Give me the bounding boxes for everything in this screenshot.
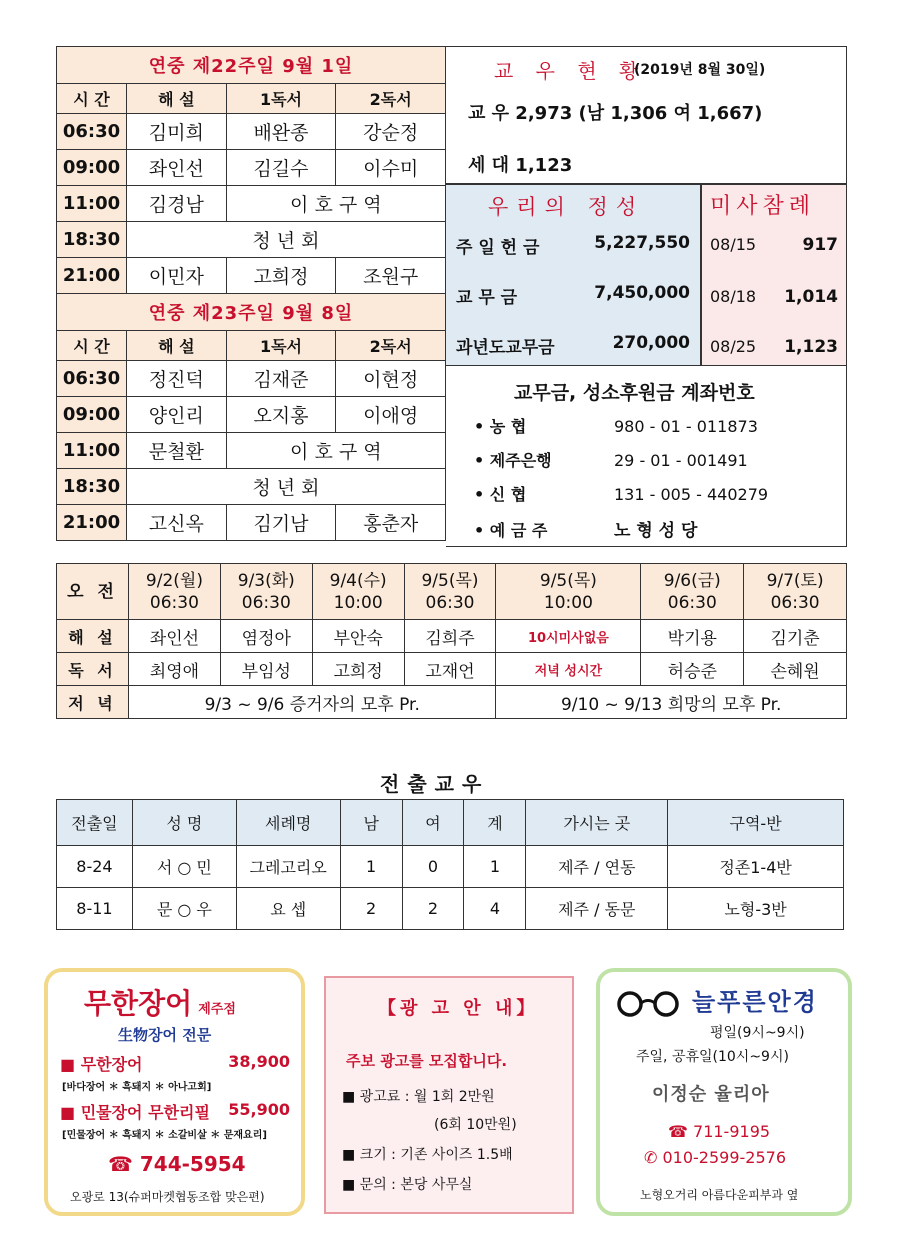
mass-title: 미사참례 (710, 194, 816, 219)
time-cell: 18:30 (57, 469, 127, 505)
cell: 2 (402, 888, 464, 930)
depositor-name: 노 형 성 당 (614, 521, 698, 541)
mass-date: 08/25 (710, 337, 757, 356)
reading2-cell: 이현정 (336, 361, 446, 397)
departures-table (56, 799, 844, 930)
evening-cell: 9/10 ~ 9/13 희망의 모후 Pr. (496, 686, 847, 719)
comment-cell: 김기춘 (744, 620, 847, 653)
day-header (404, 564, 496, 620)
col-header: 성 명 (132, 800, 236, 846)
col-reading1: 1독서 (226, 331, 336, 361)
offering-value: 7,450,000 (594, 283, 690, 303)
time-cell: 21:00 (57, 258, 127, 294)
col-reading1: 1독서 (226, 84, 336, 114)
offering-line (456, 283, 696, 308)
ad1-item (60, 1052, 300, 1075)
time-cell: 06:30 (57, 114, 127, 150)
time-cell: 21:00 (57, 505, 127, 541)
table-row (57, 888, 844, 930)
day-date: 9/5(목) (421, 570, 479, 591)
reading-cell: 고재언 (404, 653, 496, 686)
cell: 그레고리오 (236, 846, 340, 888)
day-date: 9/4(수) (329, 570, 387, 591)
ad3-owner: 이정순 율리아 (652, 1084, 770, 1105)
day-date: 9/5(목) (539, 570, 597, 591)
ad3-phone: ☎ 711-9195 (668, 1122, 771, 1141)
ad3-mobile: ✆ 010-2599-2576 (644, 1148, 787, 1167)
mass-count: 1,014 (784, 287, 838, 307)
reading-cell: 부임성 (220, 653, 312, 686)
day-date: 9/3(화) (237, 570, 295, 591)
cell: 1 (464, 846, 526, 888)
reading-span-cell: 이 호 구 역 (226, 433, 445, 469)
day-header (129, 564, 221, 620)
ad1-item-name: ■ 민물장어 무한리필 (60, 1103, 210, 1122)
evening-label: 저 녁 (57, 686, 129, 719)
day-date: 9/7(토) (766, 570, 824, 591)
departures-title: 전출교우 (380, 772, 490, 796)
mass-line (710, 235, 840, 254)
ad1-item-price: 38,900 (228, 1052, 290, 1071)
ad2-subtitle: 주보 광고를 모집합니다. (346, 1052, 508, 1070)
col-reading2: 2독서 (336, 331, 446, 361)
comment-cell: 양인리 (126, 397, 226, 433)
col-header: 가시는 곳 (526, 800, 668, 846)
week2-title: 연중 제23주일 9월 8일 (57, 294, 446, 331)
ad3-hours-holiday: 주일, 공휴일(10시~9시) (636, 1049, 789, 1065)
week1-title: 연중 제22주일 9월 1일 (57, 47, 446, 84)
account-number: 29 - 01 - 001491 (614, 451, 748, 470)
comment-cell: 김미희 (126, 114, 226, 150)
day-header (496, 564, 641, 620)
col-comment: 해 설 (126, 84, 226, 114)
col-header: 구역-반 (668, 800, 844, 846)
offering-box (446, 184, 701, 366)
mass-count: 1,123 (784, 337, 838, 357)
ad3-title: 늘푸른안경 (692, 988, 818, 1016)
time-cell: 11:00 (57, 186, 127, 222)
comment-cell: 좌인선 (129, 620, 221, 653)
offering-title: 우리의 정성 (488, 195, 645, 219)
day-header (641, 564, 744, 620)
ad1-item-price: 55,900 (228, 1100, 290, 1119)
cell: 4 (464, 888, 526, 930)
reading-label: 독 서 (57, 653, 129, 686)
col-time: 시 간 (57, 331, 127, 361)
cell: 2 (340, 888, 402, 930)
morning-label: 오 전 (57, 564, 129, 620)
ad1-title (84, 982, 236, 1022)
day-time: 06:30 (425, 592, 475, 613)
account-title: 교무금, 성소후원금 계좌번호 (514, 382, 755, 404)
cell: 서 ○ 민 (132, 846, 236, 888)
table-row (57, 846, 844, 888)
mass-line (710, 287, 840, 306)
ad1-note: [바다장어 ＊ 흑돼지 ＊ 아나고회] (62, 1082, 212, 1093)
reading-span-cell: 이 호 구 역 (226, 186, 445, 222)
cell: 1 (340, 846, 402, 888)
mass-date: 08/15 (710, 235, 757, 254)
reading1-cell: 오지홍 (226, 397, 336, 433)
comment-label: 해 설 (57, 620, 129, 653)
day-date: 9/6(금) (663, 570, 721, 591)
reading-cell: 최영애 (129, 653, 221, 686)
ad1-item-name: ■ 무한장어 (60, 1055, 143, 1074)
reading1-cell: 김재준 (226, 361, 336, 397)
bank-name: • 농 협 (474, 417, 527, 436)
reading2-cell: 홍춘자 (336, 505, 446, 541)
day-header (744, 564, 847, 620)
status-title: 교 우 현 황 (494, 59, 647, 83)
account-number: 131 - 005 - 440279 (614, 485, 769, 504)
time-cell: 11:00 (57, 433, 127, 469)
offering-value: 5,227,550 (594, 233, 690, 253)
member-count: 교 우 2,973 (남 1,306 여 1,667) (468, 103, 763, 124)
time-cell: 06:30 (57, 361, 127, 397)
sunday-schedule-table (56, 46, 446, 541)
comment-cell: 김경남 (126, 186, 226, 222)
time-cell: 09:00 (57, 150, 127, 186)
account-line (474, 414, 844, 437)
day-header (312, 564, 404, 620)
comment-cell: 김희주 (404, 620, 496, 653)
ad2-line: (6회 10만원) (434, 1117, 517, 1133)
ad1-item (60, 1100, 300, 1123)
ad1-phone: ☎ 744-5954 (108, 1152, 246, 1176)
ad1-note: [민물장어 ＊ 흑돼지 ＊ 소갈비살 ＊ 문재요리] (62, 1130, 267, 1141)
comment-cell: 좌인선 (126, 150, 226, 186)
offering-label: 과년도교무금 (456, 338, 555, 358)
weekday-schedule-table (56, 563, 847, 719)
col-time: 시 간 (57, 84, 127, 114)
time-cell: 18:30 (57, 222, 127, 258)
account-line (474, 516, 844, 541)
col-header: 계 (464, 800, 526, 846)
day-time: 06:30 (667, 592, 717, 613)
comment-cell: 정진덕 (126, 361, 226, 397)
col-header: 전출일 (57, 800, 133, 846)
ad3-location: 노형오거리 아름다운피부과 옆 (640, 1188, 799, 1202)
household-count: 세 대 1,123 (468, 155, 573, 176)
glasses-icon (614, 990, 682, 1018)
col-header: 여 (402, 800, 464, 846)
evening-cell: 9/3 ~ 9/6 증거자의 모후 Pr. (129, 686, 496, 719)
bank-name: • 신 협 (474, 485, 527, 504)
day-time: 06:30 (770, 592, 820, 613)
offering-label: 교 무 금 (456, 288, 518, 308)
status-date: (2019년 8월 30일) (634, 62, 766, 78)
day-time: 10:00 (543, 592, 593, 613)
offering-line (456, 333, 696, 358)
account-line (474, 448, 844, 471)
mass-attendance-box (701, 184, 847, 366)
cell: 노형-3반 (668, 888, 844, 930)
account-line (474, 482, 844, 505)
ad1-brand: 무한장어 (84, 987, 193, 1020)
reading1-cell: 고희정 (226, 258, 336, 294)
cell: 문 ○ 우 (132, 888, 236, 930)
offering-value: 270,000 (612, 333, 690, 353)
cell: 제주 / 연동 (526, 846, 668, 888)
time-cell: 09:00 (57, 397, 127, 433)
full-span-cell: 청 년 회 (126, 469, 445, 505)
reading1-cell: 김길수 (226, 150, 336, 186)
ad1-branch: 제주점 (198, 1002, 236, 1017)
ad1-subtitle: 生物장어 전문 (118, 1026, 212, 1044)
reading-cell: 저녁 성시간 (496, 653, 641, 686)
depositor-label: • 예 금 주 (474, 521, 548, 540)
reading1-cell: 배완종 (226, 114, 336, 150)
account-number: 980 - 01 - 011873 (614, 417, 758, 436)
ad2-line: ■ 문의 : 본당 사무실 (342, 1177, 473, 1193)
comment-cell: 문철환 (126, 433, 226, 469)
full-span-cell: 청 년 회 (126, 222, 445, 258)
reading2-cell: 조원구 (336, 258, 446, 294)
col-reading2: 2독서 (336, 84, 446, 114)
reading-cell: 고희정 (312, 653, 404, 686)
cell: 0 (402, 846, 464, 888)
ad2-title: 【광 고 안 내】 (378, 998, 539, 1019)
col-header: 세례명 (236, 800, 340, 846)
offering-label: 주 일 헌 금 (456, 238, 540, 258)
ad1-address: 오광로 13(슈퍼마켓협동조합 맞은편) (70, 1190, 265, 1204)
optician-ad (596, 968, 852, 1216)
col-comment: 해 설 (126, 331, 226, 361)
day-time: 06:30 (241, 592, 291, 613)
day-date: 9/2(월) (145, 570, 203, 591)
reading2-cell: 이수미 (336, 150, 446, 186)
comment-cell: 10시미사없음 (496, 620, 641, 653)
mass-date: 08/18 (710, 287, 757, 306)
day-time: 06:30 (149, 592, 199, 613)
cell: 8-11 (57, 888, 133, 930)
ad3-hours-weekday: 평일(9시~9시) (710, 1025, 805, 1041)
col-header: 남 (340, 800, 402, 846)
day-time: 10:00 (333, 592, 383, 613)
day-header (220, 564, 312, 620)
ad-notice-box (324, 976, 574, 1214)
ad2-line: ■ 크기 : 기존 사이즈 1.5배 (342, 1147, 513, 1163)
eel-restaurant-ad (44, 968, 305, 1216)
offering-line (456, 233, 696, 258)
reading2-cell: 강순정 (336, 114, 446, 150)
reading1-cell: 김기남 (226, 505, 336, 541)
account-box (446, 366, 847, 547)
cell: 8-24 (57, 846, 133, 888)
comment-cell: 염정아 (220, 620, 312, 653)
mass-count: 917 (802, 235, 838, 255)
comment-cell: 박기용 (641, 620, 744, 653)
cell: 정존1-4반 (668, 846, 844, 888)
reading2-cell: 이애영 (336, 397, 446, 433)
cell: 요 셉 (236, 888, 340, 930)
cell: 제주 / 동문 (526, 888, 668, 930)
mass-line (710, 337, 840, 356)
reading-cell: 허승준 (641, 653, 744, 686)
comment-cell: 이민자 (126, 258, 226, 294)
parish-status-box (446, 46, 847, 184)
bank-name: • 제주은행 (474, 451, 552, 470)
comment-cell: 부안숙 (312, 620, 404, 653)
reading-cell: 손혜원 (744, 653, 847, 686)
ad2-line: ■ 광고료 : 월 1회 2만원 (342, 1089, 495, 1105)
comment-cell: 고신옥 (126, 505, 226, 541)
